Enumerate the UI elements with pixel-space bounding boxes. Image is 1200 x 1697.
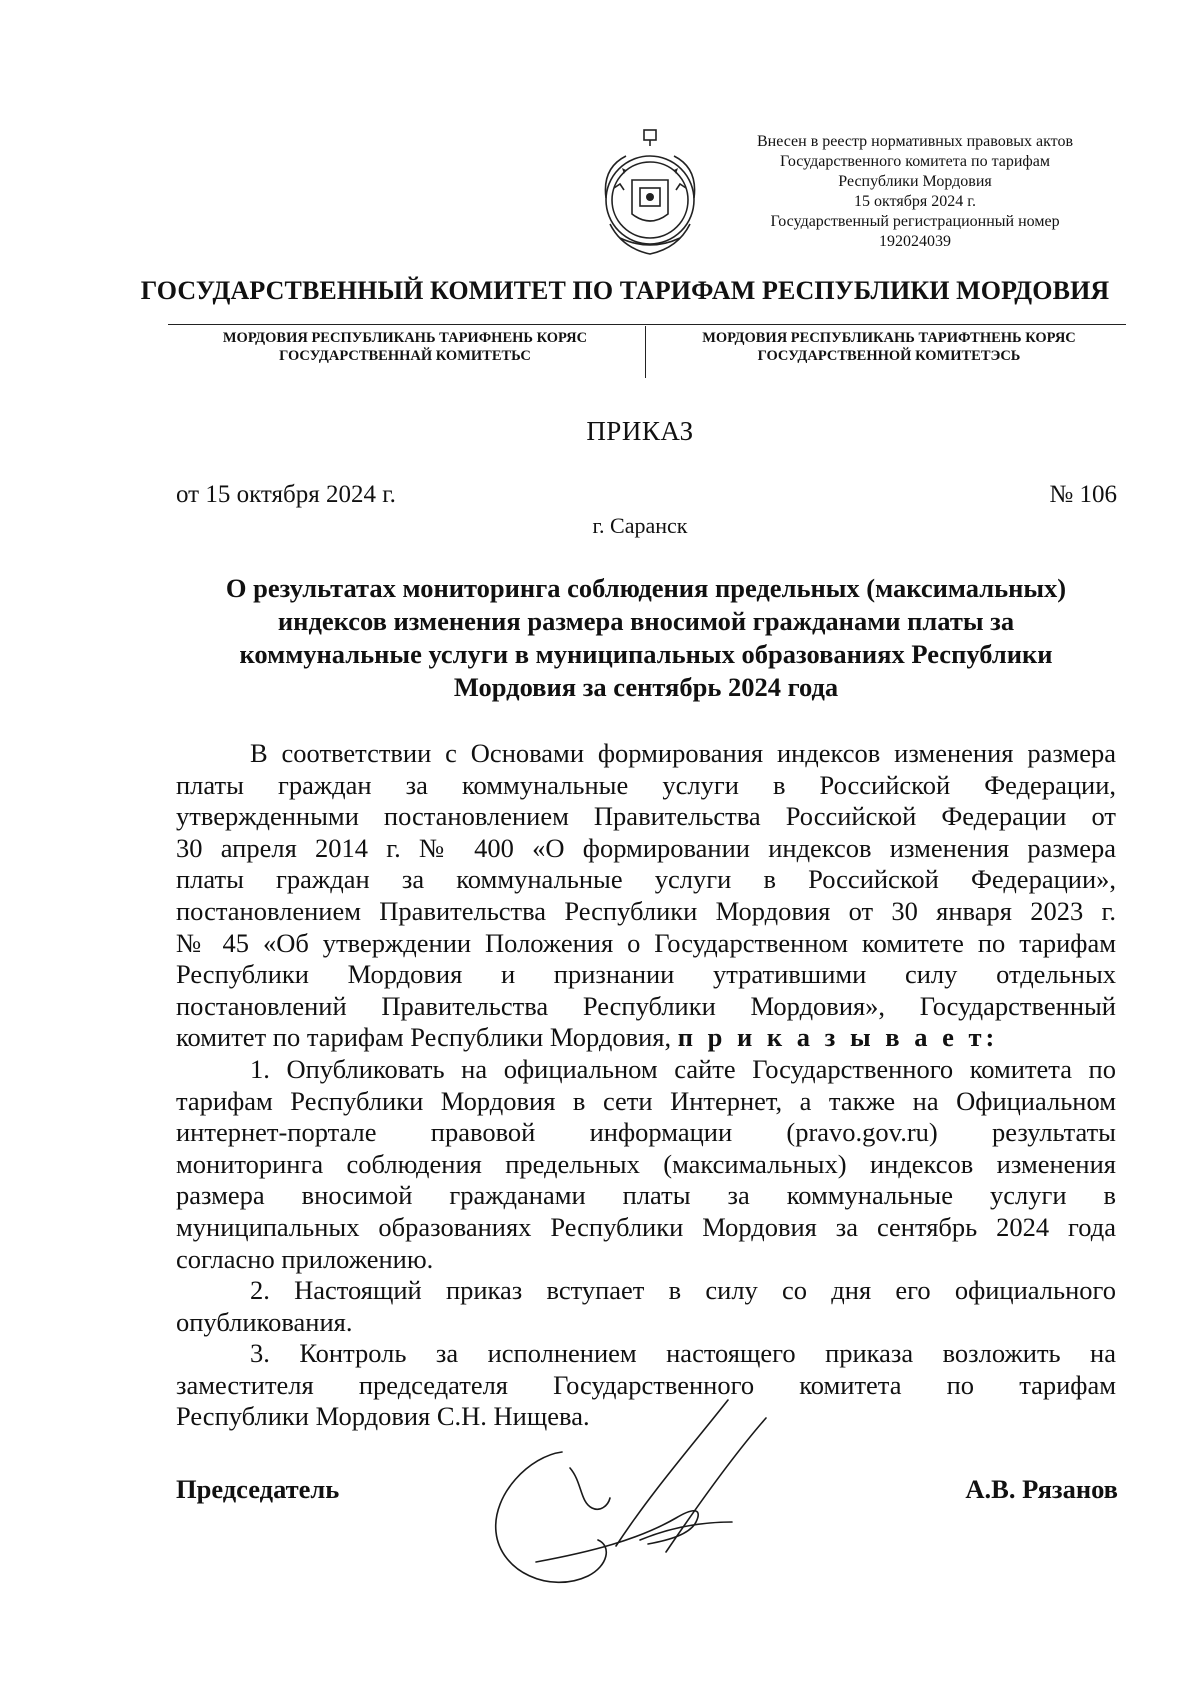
subtitle-line: ГОСУДАРСТВЕННОЙ КОМИТЕТЭСЬ xyxy=(757,348,1021,364)
body-line: постановлений Правительства Республики Мордовия», Государственный xyxy=(176,990,1116,1021)
org-title: ГОСУДАРСТВЕННЫЙ КОМИТЕТ ПО ТАРИФАМ РЕСПУБЛИКИ МОРДОВИЯ xyxy=(140,276,1110,305)
body-line: Республики Мордовия и признании утратившими силу отдельных xyxy=(176,959,1116,990)
header-left-subtitle xyxy=(170,329,640,365)
subject-line: Мордовия за сентябрь 2024 года xyxy=(453,672,839,702)
item2-line: 2. Настоящий приказ вступает в силу со дня его официального xyxy=(250,1275,1116,1306)
signatory-name: А.В. Рязанов xyxy=(965,1474,1118,1504)
item1-line: размера вносимой гражданами платы за коммунальные услуги в xyxy=(176,1180,1116,1211)
subject-line: коммунальные услуги в муниципальных образованиях Республики xyxy=(239,639,1053,669)
subject-line: О результатах мониторинга соблюдения предельных (максимальных) xyxy=(225,573,1067,603)
body-line: утвержденными постановлением Правительства Российской Федерации от xyxy=(176,801,1116,832)
document-city: г. Саранск xyxy=(592,513,688,538)
subtitle-line: МОРДОВИЯ РЕСПУБЛИКАНЬ ТАРИФНЕНЬ КОРЯС xyxy=(222,330,588,346)
coat-of-arms-icon xyxy=(592,128,708,260)
item1-line: интернет-портале правовой информации (pravo.gov.ru) результаты xyxy=(176,1117,1116,1148)
subtitle-line: МОРДОВИЯ РЕСПУБЛИКАНЬ ТАРИФТНЕНЬ КОРЯС xyxy=(702,330,1076,346)
body-line: платы граждан за коммунальные услуги в Российской Федерации», xyxy=(176,864,1116,895)
body-line: В соответствии с Основами формирования индексов изменения размера xyxy=(250,738,1116,768)
preamble-last-text: комитет по тарифам Республики Мордовия, xyxy=(176,1022,672,1053)
orders-word: п р и к а з ы в а е т: xyxy=(677,1022,999,1053)
header-right-subtitle xyxy=(652,329,1126,365)
registry-number: 192024039 xyxy=(879,233,951,250)
body-line: 30 апреля 2014 г. № 400 «О формировании индексов изменения размера xyxy=(176,832,1116,863)
document-date: от 15 октября 2024 г. xyxy=(176,481,396,508)
subject-line: индексов изменения размера вносимой гражданами платы за xyxy=(277,606,1015,636)
registry-line: Республики Мордовия xyxy=(838,173,992,190)
registry-line: Внесен в реестр нормативных правовых актов xyxy=(757,133,1073,150)
item3-line: Республики Мордовия С.Н. Нищева. xyxy=(176,1401,590,1432)
registry-line: Государственный регистрационный номер xyxy=(770,213,1060,230)
registry-line: Государственного комитета по тарифам xyxy=(779,153,1051,170)
body-line: платы граждан за коммунальные услуги в Российской Федерации, xyxy=(176,769,1116,800)
registry-note xyxy=(735,132,1095,252)
item1-line: тарифам Республики Мордовия в сети Интернет, а также на Официальном xyxy=(176,1085,1116,1116)
header-divider xyxy=(168,324,1126,325)
document-body xyxy=(176,738,1116,1433)
body-line: № 45 «Об утверждении Положения о Государственном комитете по тарифам xyxy=(176,927,1116,958)
item1-line: мониторинга соблюдения предельных (максимальных) индексов изменения xyxy=(176,1148,1116,1179)
item1-line: согласно приложению. xyxy=(176,1243,434,1274)
document-type: ПРИКАЗ xyxy=(586,416,694,446)
item2-line: опубликования. xyxy=(176,1306,353,1337)
document-subject xyxy=(176,572,1116,704)
handwritten-signature xyxy=(470,1390,810,1600)
signatory-title: Председатель xyxy=(176,1474,340,1504)
item3-line: заместителя председателя Государственного комитета по тарифам xyxy=(176,1369,1116,1400)
item1-line: муниципальных образованиях Республики Мордовия за сентябрь 2024 года xyxy=(176,1211,1116,1242)
registry-date: 15 октября 2024 г. xyxy=(854,193,976,210)
document-number: № 106 xyxy=(1049,481,1117,508)
body-line: постановлением Правительства Республики Мордовия от 30 января 2023 г. xyxy=(176,895,1116,926)
item1-line: 1. Опубликовать на официальном сайте Государственного комитета по xyxy=(250,1053,1116,1084)
body-line xyxy=(176,1022,1116,1054)
subtitle-line: ГОСУДАРСТВЕННАЙ КОМИТЕТЬС xyxy=(279,348,531,364)
header-vertical-divider xyxy=(645,326,646,378)
item3-line: 3. Контроль за исполнением настоящего приказа возложить на xyxy=(250,1338,1116,1369)
